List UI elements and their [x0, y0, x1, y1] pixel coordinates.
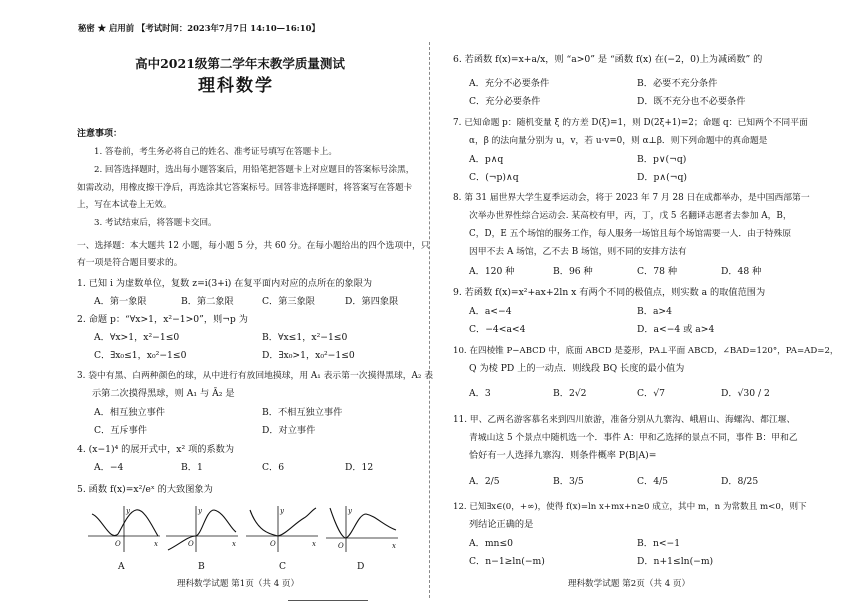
svg-text:O: O	[270, 540, 276, 548]
question-10: 10. 在四棱锥 P−ABCD 中，底面 ABCD 是菱形，PA⊥平面 ABCD，∠BAD=120°，PA=AD=2，	[453, 346, 839, 356]
q1-option-d: D．第四象限	[345, 296, 399, 307]
q6-option-c: C．充分必要条件	[469, 96, 541, 107]
q7-option-d: D．p∧(¬q)	[637, 172, 687, 183]
page-1	[0, 14, 434, 596]
q9-option-b: B．a>4	[637, 306, 672, 317]
question-10-cont: Q 为棱 PD 上的一动点．则线段 BQ 长度的最小值为	[469, 363, 685, 374]
graph-option-d	[326, 504, 398, 554]
graph-label-b: B	[198, 561, 205, 572]
q12-option-a: A．mn≤0	[469, 538, 513, 549]
notice-line: 3. 考试结束后，将答题卡交回。	[94, 218, 217, 228]
svg-text:x: x	[154, 540, 158, 548]
page-footer: 理科数学试题 第1页（共 4 页）	[176, 579, 300, 589]
svg-text:y: y	[280, 507, 284, 515]
question-8: 8. 第 31 届世界大学生夏季运动会，将于 2023 年 7 月 28 日在成都举办，是中国西部第一	[453, 193, 810, 203]
notice-title: 注意事项：	[77, 129, 123, 139]
question-1: 1. 已知 i 为虚数单位，复数 z=i(3+i) 在复平面内对应的点所在的象限为	[77, 278, 373, 289]
exam-title: 高中2021级第二学年末教学质量测试	[135, 56, 345, 71]
q1-option-a: A．第一象限	[94, 296, 147, 307]
question-12-cont: 列结论正确的是	[469, 519, 534, 530]
q6-option-d: D．既不充分也不必要条件	[637, 96, 746, 107]
q11-option-c: C．4/5	[637, 476, 669, 487]
q8-option-a: A．120 种	[469, 266, 515, 277]
graph-label-d: D	[357, 561, 365, 572]
svg-text:x: x	[312, 540, 316, 548]
question-8-cont: C，D，E 五个场馆的服务工作，每人服务一场馆且每个场馆需要一人．由于特殊原	[469, 229, 792, 239]
q3-option-b: B．不相互独立事件	[262, 407, 343, 418]
q3-option-a: A．相互独立事件	[94, 407, 165, 418]
question-2: 2. 命题 p：“∀x>1，x²−1>0”，则¬p 为	[77, 314, 248, 325]
question-12: 12. 已知∃x∈(0，+∞)，使得 f(x)=ln x+mx+n≥0 成立，其中 m，n 为常数且 m<0，则下	[453, 502, 807, 512]
section-heading-cont: 有一项是符合题目要求的。	[77, 258, 183, 268]
question-11-cont: 青城山这 5 个景点中随机选一个．事件 A：甲和乙选择的景点不同，事件 B：甲和乙	[469, 433, 798, 443]
q12-option-d: D．n+1≤ln(−m)	[637, 556, 714, 567]
q3-option-d: D．对立事件	[262, 425, 316, 436]
page-divider	[429, 42, 430, 598]
q11-option-a: A．2/5	[469, 476, 500, 487]
subject-title: 理科数学	[198, 76, 274, 96]
question-3: 3. 袋中有黑、白两种颜色的球，从中进行有放回地摸球，用 A₁ 表示第一次摸得黑球，A₂ 表	[77, 371, 434, 381]
q2-option-a: A．∀x>1，x²−1≤0	[94, 332, 180, 343]
q7-option-b: B．p∨(¬q)	[637, 154, 687, 165]
svg-text:y: y	[198, 507, 202, 515]
q11-option-d: D．8/25	[721, 476, 759, 487]
q4-option-c: C．6	[262, 462, 285, 473]
q8-option-c: C．78 种	[637, 266, 678, 277]
q7-option-a: A．p∧q	[469, 154, 504, 165]
page-2	[431, 14, 860, 596]
q9-option-a: A．a<−4	[469, 306, 512, 317]
question-7-cont: α，β 的法向量分别为 u，v，若 u·v=0，则 α⊥β．则下列命题中的真命题是	[469, 136, 768, 146]
q10-option-a: A．3	[469, 388, 491, 399]
svg-text:x: x	[392, 542, 396, 550]
svg-text:O: O	[115, 540, 121, 548]
q10-option-d: D．√30 / 2	[721, 388, 770, 399]
question-6: 6. 若函数 f(x)=x+a/x，则 “a>0” 是 “函数 f(x) 在(−2，0)上为减函数” 的	[453, 54, 763, 65]
notice-line: 2. 回答选择题时，选出每小题答案后，用铅笔把答题卡上对应题目的答案标号涂黑，	[94, 165, 415, 175]
svg-text:y: y	[348, 507, 352, 515]
q4-option-a: A．−4	[94, 462, 124, 473]
q12-option-b: B．n<−1	[637, 538, 681, 549]
svg-text:O: O	[188, 540, 194, 548]
q6-option-a: A．充分不必要条件	[469, 78, 550, 89]
graph-label-a: A	[118, 561, 125, 572]
notice-line: 上，写在本试卷上无效。	[77, 200, 172, 210]
question-7: 7. 已知命题 p：随机变量 ξ 的方差 D(ξ)=1，则 D(2ξ+1)=2；命题 q：已知两个不同平面	[453, 118, 808, 128]
svg-text:y: y	[126, 507, 130, 515]
q12-option-c: C．n−1≥ln(−m)	[469, 556, 545, 567]
page-footer: 理科数学试题 第2页（共 4 页）	[567, 579, 691, 589]
question-11-cont: 恰好有一人选择九寨沟．则条件概率 P(B|A)=	[469, 450, 657, 461]
q2-option-b: B．∀x≤1，x²−1≤0	[262, 332, 348, 343]
q6-option-b: B．必要不充分条件	[637, 78, 718, 89]
q8-option-d: D．48 种	[721, 266, 762, 277]
q9-option-c: C．−4<a<4	[469, 324, 526, 335]
question-8-cont: 因甲不去 A 场馆，乙不去 B 场馆，则不同的安排方法有	[469, 247, 687, 257]
question-8-cont: 次举办世界性综合运动会. 某高校有甲，丙，丁，戊 5 名翻译志愿者去参加 A，B，	[469, 211, 792, 221]
question-3-cont: 示第二次摸得黑球，则 A₁ 与 Ā₂ 是	[92, 388, 235, 399]
q4-option-d: D．12	[345, 462, 374, 473]
exam-header: 秘密 ★ 启用前 【考试时间：2023年7月7日 14:10—16:10】	[78, 23, 320, 33]
q9-option-d: D．a<−4 或 a>4	[637, 324, 715, 335]
svg-text:O: O	[338, 542, 344, 550]
graph-option-a	[88, 504, 160, 554]
graph-option-c	[246, 504, 318, 554]
q10-option-c: C．√7	[637, 388, 665, 399]
notice-line: 1. 答卷前，考生务必将自己的姓名、准考证号填写在答题卡上。	[94, 147, 337, 157]
notice-line: 如需改动，用橡皮擦干净后，再选涂其它答案标号。回答非选择题时，将答案写在答题卡	[77, 183, 413, 193]
question-9: 9. 若函数 f(x)=x²+ax+2ln x 有两个不同的极值点，则实数 a 的取值范围为	[453, 287, 766, 298]
graph-label-c: C	[279, 561, 287, 572]
graph-option-b	[166, 504, 238, 554]
q2-option-c: C．∃x₀≤1，x₀²−1≤0	[94, 350, 187, 361]
question-4: 4. (x−1)⁴ 的展开式中，x² 项的系数为	[77, 444, 235, 455]
q8-option-b: B．96 种	[553, 266, 593, 277]
q7-option-c: C．(¬p)∧q	[469, 172, 519, 183]
q1-option-b: B．第二象限	[181, 296, 234, 307]
q11-option-b: B．3/5	[553, 476, 584, 487]
q10-option-b: B．2√2	[553, 388, 587, 399]
q3-option-c: C．互斥事件	[94, 425, 147, 436]
q1-option-c: C．第三象限	[262, 296, 315, 307]
bottom-rule	[288, 600, 368, 601]
question-11: 11. 甲、乙两名游客慕名来到四川旅游，准备分别从九寨沟、峨眉山、海螺沟、都江堰、	[453, 415, 796, 425]
question-5: 5. 函数 f(x)=x²/eˣ 的大致图象为	[77, 484, 213, 495]
q4-option-b: B．1	[181, 462, 203, 473]
svg-text:x: x	[232, 540, 236, 548]
q2-option-d: D．∃x₀>1，x₀²−1≤0	[262, 350, 355, 361]
section-heading: 一、选择题：本大题共 12 小题，每小题 5 分，共 60 分。在每小题给出的四个选项中，只	[77, 241, 430, 251]
